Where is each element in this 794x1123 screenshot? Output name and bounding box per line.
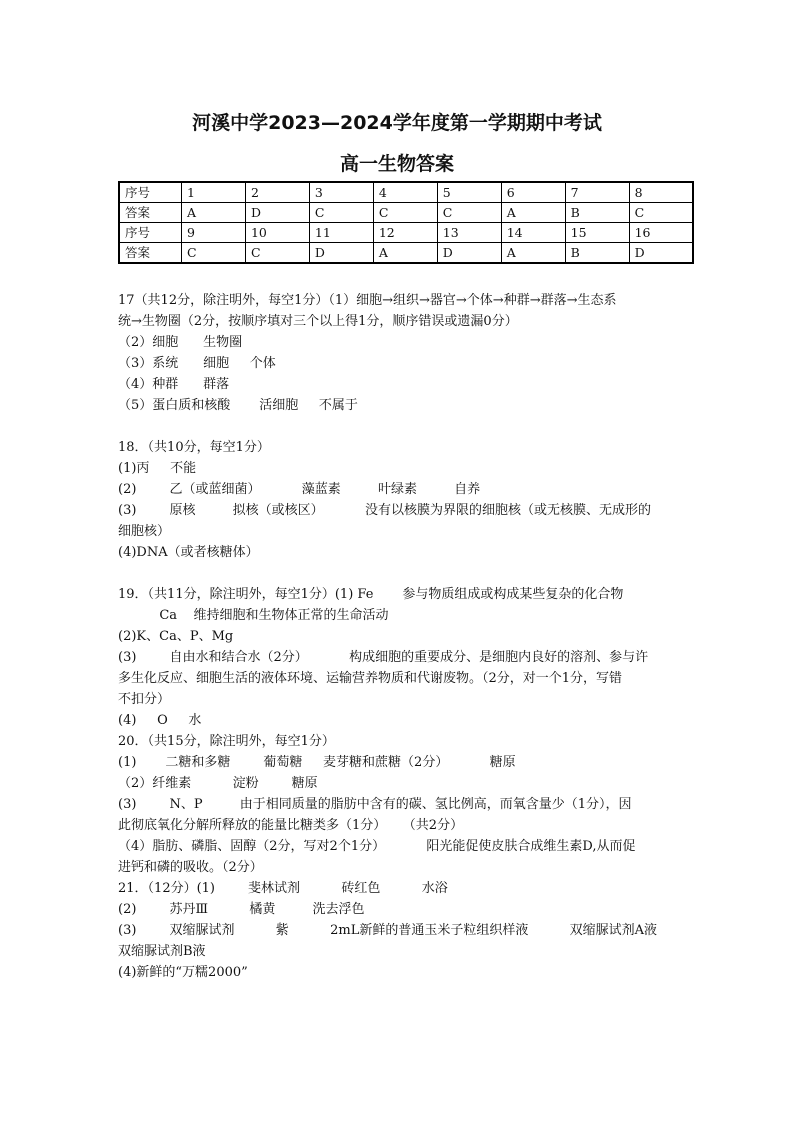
answer-line: 此彻底氧化分解所释放的能量比糖类多（1分） （共2分） bbox=[118, 818, 464, 833]
answer-line: 17（共12分，除注明外，每空1分）（1）细胞→组织→器官→个体→种群→群落→生态系 bbox=[118, 293, 617, 308]
table-cell: D bbox=[245, 203, 309, 223]
table-cell: 6 bbox=[501, 182, 565, 203]
answer-line: （4）种群 群落 bbox=[118, 377, 230, 392]
answer-section-q17 bbox=[118, 290, 678, 416]
answer-line: （3）系统 细胞 个体 bbox=[118, 356, 276, 371]
table-cell: A bbox=[501, 243, 565, 264]
answer-line: 20．（共15分，除注明外，每空1分） bbox=[118, 734, 335, 749]
answer-line: (4) O 水 bbox=[118, 713, 202, 728]
table-cell: C bbox=[629, 203, 693, 223]
table-cell: B bbox=[565, 243, 629, 264]
answer-line: 18．（共10分，每空1分） bbox=[118, 440, 270, 455]
table-cell: A bbox=[373, 243, 437, 264]
table-cell: 15 bbox=[565, 223, 629, 243]
table-row bbox=[119, 182, 693, 203]
answer-section-q20 bbox=[118, 731, 678, 878]
table-row bbox=[119, 243, 693, 264]
answer-line: (3) 自由水和结合水（2分） 构成细胞的重要成分、是细胞内良好的溶剂、参与许 bbox=[118, 650, 649, 665]
table-cell: D bbox=[629, 243, 693, 264]
answer-line: （2）细胞 生物圈 bbox=[118, 335, 243, 350]
table-cell: A bbox=[501, 203, 565, 223]
answer-line: (4)新鲜的“万糯2000” bbox=[118, 965, 248, 980]
answer-line: 多生化反应、细胞生活的液体环境、运输营养物质和代谢废物。（2分，对一个1分，写错 bbox=[118, 671, 623, 686]
row-label: 序号 bbox=[119, 223, 182, 243]
answer-body bbox=[118, 290, 678, 983]
answer-line: (3) N、P 由于相同质量的脂肪中含有的碳、氢比例高，而氧含量少（1分），因 bbox=[118, 797, 632, 812]
answer-line: (2) 乙（或蓝细菌） 藻蓝素 叶绿素 自养 bbox=[118, 482, 481, 497]
table-row bbox=[119, 203, 693, 223]
table-row bbox=[119, 223, 693, 243]
answer-line: 21．（12分）(1) 斐林试剂 砖红色 水浴 bbox=[118, 881, 448, 896]
answer-line: (2)K、Ca、P、Mg bbox=[118, 629, 234, 644]
table-cell: 2 bbox=[245, 182, 309, 203]
table-cell: 5 bbox=[437, 182, 501, 203]
table-cell: 4 bbox=[373, 182, 437, 203]
table-cell: C bbox=[437, 203, 501, 223]
table-cell: 13 bbox=[437, 223, 501, 243]
table-cell: 10 bbox=[245, 223, 309, 243]
answer-line: （2）纤维素 淀粉 糖原 bbox=[118, 776, 318, 791]
row-label: 序号 bbox=[119, 182, 182, 203]
answer-line: 进钙和磷的吸收。（2分） bbox=[118, 860, 263, 875]
row-label: 答案 bbox=[119, 243, 182, 264]
table-cell: D bbox=[437, 243, 501, 264]
table-cell: 1 bbox=[182, 182, 246, 203]
table-cell: 8 bbox=[629, 182, 693, 203]
answer-table bbox=[118, 181, 694, 264]
table-cell: D bbox=[309, 243, 373, 264]
answer-line: 统→生物圈（2分，按顺序填对三个以上得1分，顺序错误或遗漏0分） bbox=[118, 314, 518, 329]
answer-line: (1)丙 不能 bbox=[118, 461, 197, 476]
page-title: 河溪中学2023—2024学年度第一学期期中考试 bbox=[192, 112, 602, 134]
table-cell: 12 bbox=[373, 223, 437, 243]
section-gap bbox=[118, 416, 678, 437]
answer-line: 双缩脲试剂B液 bbox=[118, 944, 206, 959]
table-cell: B bbox=[565, 203, 629, 223]
table-cell: 14 bbox=[501, 223, 565, 243]
answer-line: (3) 双缩脲试剂 紫 2mL新鲜的普通玉米子粒组织样液 双缩脲试剂A液 bbox=[118, 923, 658, 938]
table-cell: 16 bbox=[629, 223, 693, 243]
answer-line: (2) 苏丹Ⅲ 橘黄 洗去浮色 bbox=[118, 902, 365, 917]
table-cell: 3 bbox=[309, 182, 373, 203]
answer-line: (3) 原核 拟核（或核区） 没有以核膜为界限的细胞核（或无核膜、无成形的 bbox=[118, 503, 651, 518]
answer-line: （5）蛋白质和核酸 活细胞 不属于 bbox=[118, 398, 358, 413]
answer-line: (1) 二糖和多糖 葡萄糖 麦芽糖和蔗糖（2分） 糖原 bbox=[118, 755, 516, 770]
table-cell: C bbox=[182, 243, 246, 264]
row-label: 答案 bbox=[119, 203, 182, 223]
answer-line: （4）脂肪、磷脂、固醇（2分，写对2个1分） 阳光能促使皮肤合成维生素D,从而促 bbox=[118, 839, 636, 854]
answer-line: 不扣分） bbox=[118, 692, 171, 707]
table-cell: 9 bbox=[182, 223, 246, 243]
answer-section-q19 bbox=[118, 584, 678, 731]
answer-line: (4)DNA（或者核糖体） bbox=[118, 545, 259, 560]
page-subtitle: 高一生物答案 bbox=[339, 153, 454, 175]
section-gap bbox=[118, 563, 678, 584]
table-cell: C bbox=[245, 243, 309, 264]
table-cell: A bbox=[182, 203, 246, 223]
answer-section-q21 bbox=[118, 878, 678, 983]
table-cell: C bbox=[373, 203, 437, 223]
table-cell: 11 bbox=[309, 223, 373, 243]
answer-section-q18 bbox=[118, 437, 678, 563]
answer-line: Ca 维持细胞和生物体正常的生命活动 bbox=[118, 608, 389, 623]
table-cell: 7 bbox=[565, 182, 629, 203]
answer-line: 细胞核） bbox=[118, 524, 171, 539]
table-cell: C bbox=[309, 203, 373, 223]
answer-line: 19．（共11分，除注明外，每空1分）(1) Fe 参与物质组成或构成某些复杂的化合物 bbox=[118, 587, 624, 602]
